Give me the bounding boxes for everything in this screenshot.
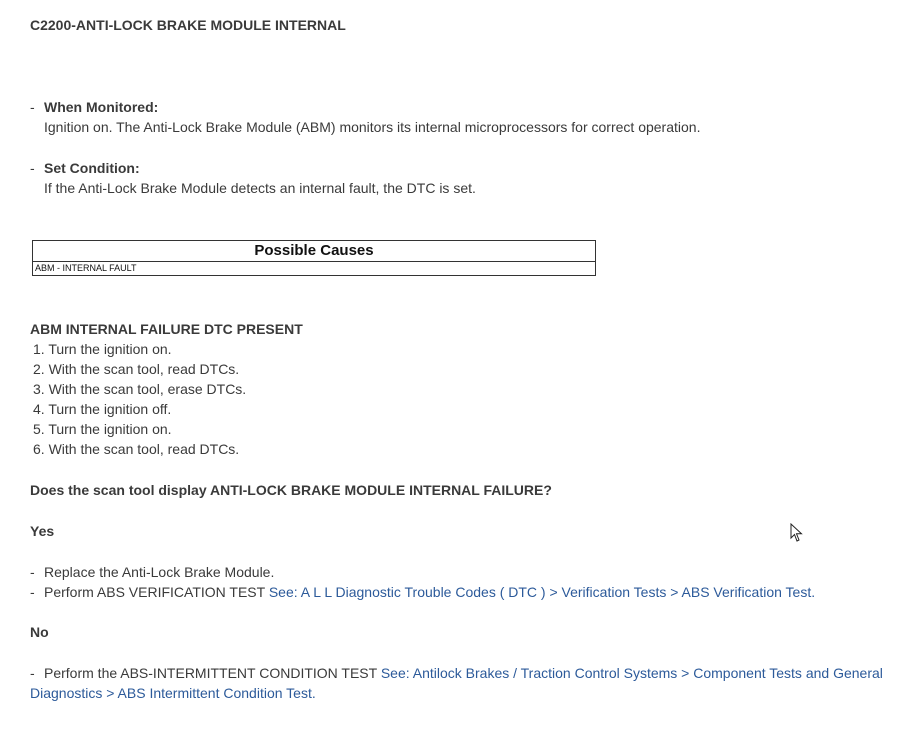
yes-actions [30, 562, 815, 602]
yes-action-text: Perform ABS VERIFICATION TEST [44, 584, 269, 600]
page-title: C2200-ANTI-LOCK BRAKE MODULE INTERNAL [30, 17, 346, 33]
intermittent-condition-test-link[interactable]: See: Antilock Brakes / Traction Control Systems > Component Tests and General [380, 665, 883, 681]
test-heading: ABM INTERNAL FAILURE DTC PRESENT [30, 321, 303, 337]
set-condition-section [30, 158, 476, 198]
yes-action-text: Replace the Anti-Lock Brake Module. [44, 564, 275, 580]
test-section [30, 319, 303, 459]
no-actions [30, 663, 883, 703]
when-monitored-label: When Monitored: [44, 99, 159, 115]
list-item: 6. With the scan tool, read DTCs. [33, 441, 240, 457]
no-action-text: Perform the ABS-INTERMITTENT CONDITION TEST [44, 665, 381, 681]
when-monitored-text: Ignition on. The Anti-Lock Brake Module (ABM) monitors its internal microprocessors for correct operation. [44, 119, 701, 135]
no-label: No [30, 624, 49, 640]
possible-causes-table [32, 240, 596, 276]
yes-label: Yes [30, 523, 55, 539]
bullet-dash: - [30, 99, 35, 115]
mouse-cursor-icon [790, 523, 804, 543]
bullet-dash: - [30, 564, 35, 580]
set-condition-text: If the Anti-Lock Brake Module detects an internal fault, the DTC is set. [44, 180, 476, 196]
bullet-dash: - [30, 584, 35, 600]
table-row: ABM - INTERNAL FAULT [35, 263, 137, 273]
possible-causes-header: Possible Causes [33, 241, 596, 262]
list-item: 2. With the scan tool, read DTCs. [33, 361, 240, 377]
list-item: 5. Turn the ignition on. [33, 421, 172, 437]
intermittent-condition-test-link-cont[interactable]: Diagnostics > ABS Intermittent Condition Test. [30, 685, 316, 701]
bullet-dash: - [30, 160, 35, 176]
list-item: 1. Turn the ignition on. [33, 341, 172, 357]
test-question: Does the scan tool display ANTI-LOCK BRAKE MODULE INTERNAL FAILURE? [30, 482, 552, 498]
set-condition-label: Set Condition: [44, 160, 140, 176]
abs-verification-test-link[interactable]: See: A L L Diagnostic Trouble Codes ( DTC ) > Verification Tests > ABS Verification Test. [268, 584, 816, 600]
list-item: 3. With the scan tool, erase DTCs. [33, 381, 247, 397]
bullet-dash: - [30, 665, 35, 681]
when-monitored-section [30, 97, 700, 137]
list-item: 4. Turn the ignition off. [33, 401, 172, 417]
